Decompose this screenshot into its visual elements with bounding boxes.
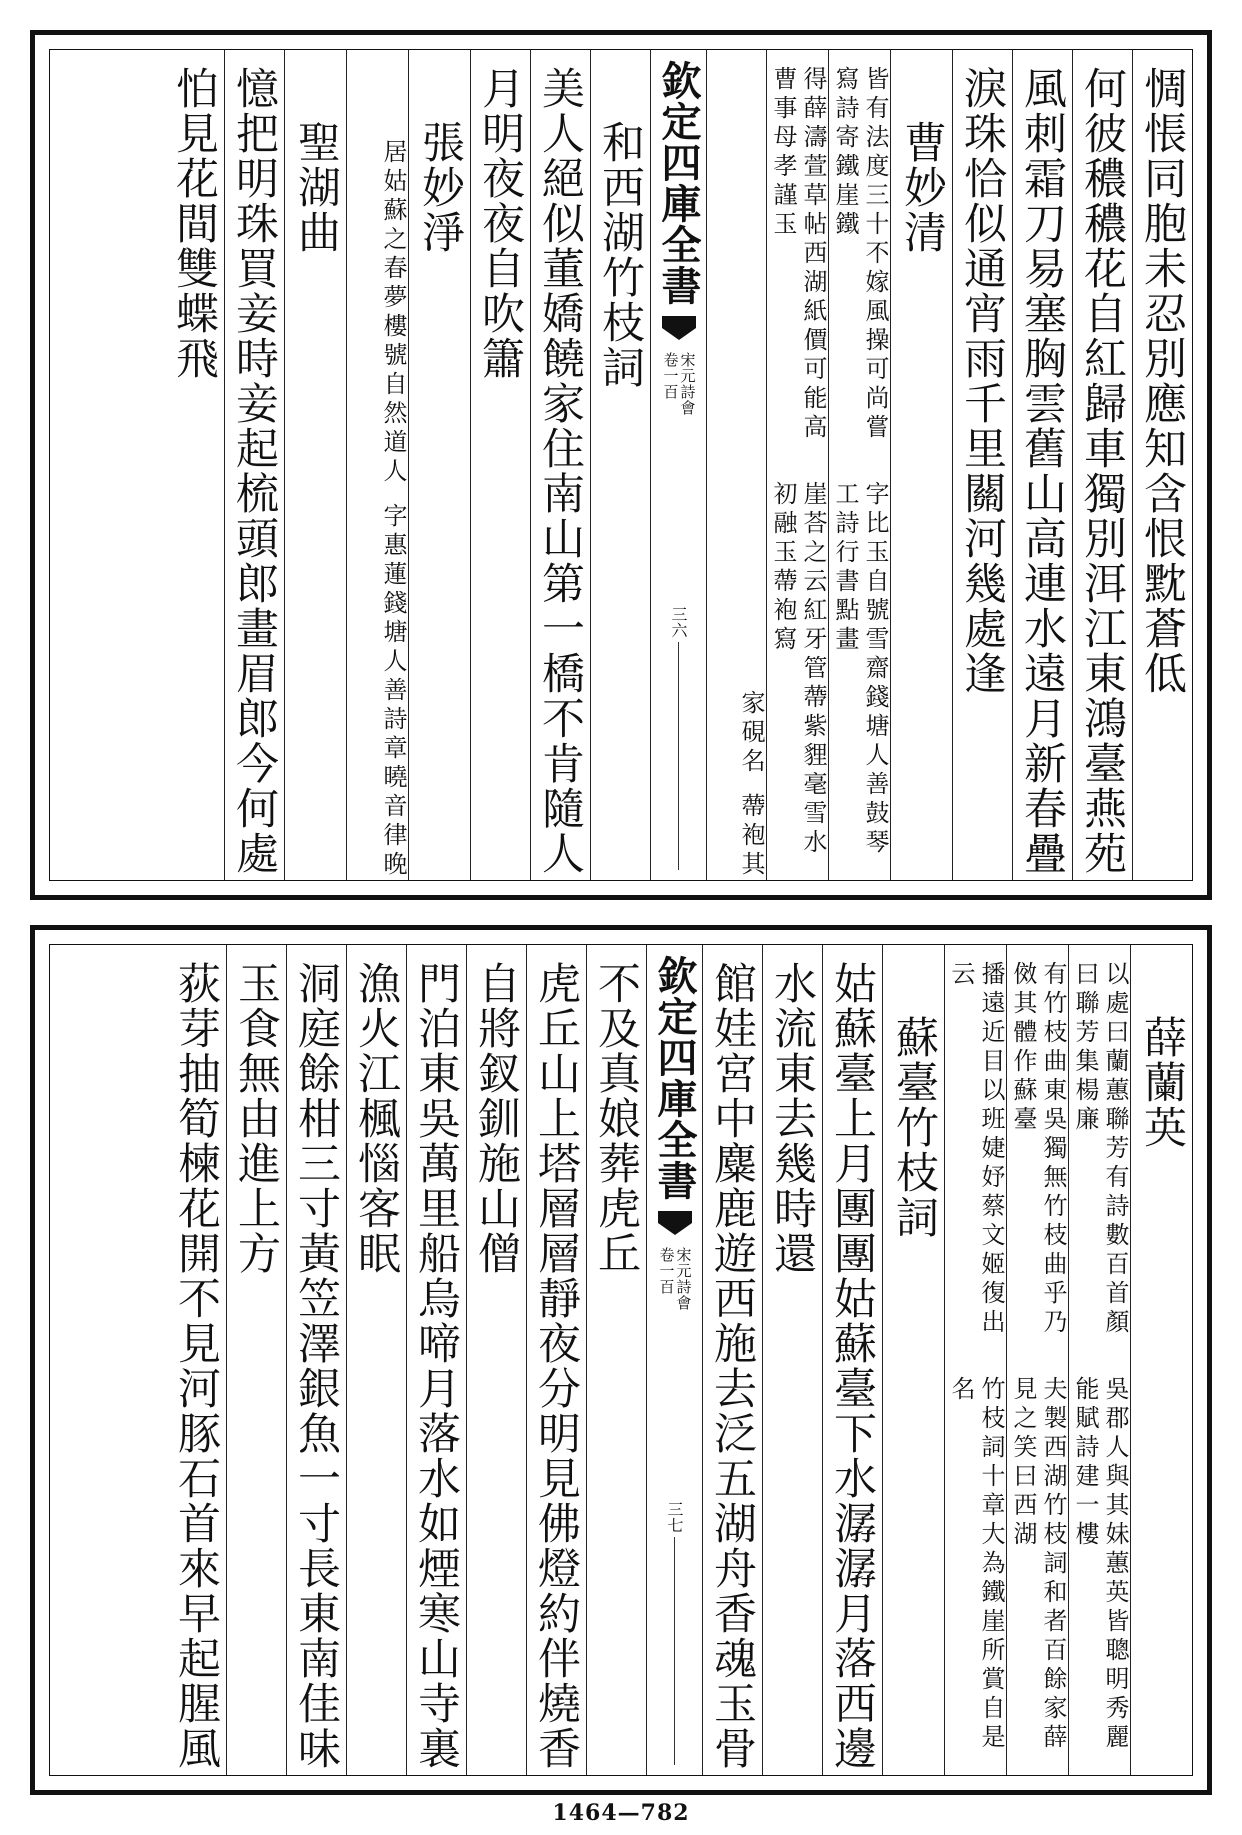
page-footer-number: 1464—782 bbox=[552, 1800, 690, 1826]
text-column: 風刺霜刀易塞胸雲舊山高連水遠月新春疊 bbox=[1012, 50, 1072, 880]
collection-title: 宋元詩會 bbox=[678, 352, 697, 416]
fish-tail-mark-icon bbox=[658, 1211, 692, 1241]
annotation-column bbox=[706, 50, 766, 880]
text-column: 漁火江楓惱客眠 bbox=[346, 945, 406, 1775]
text-column: 玉食無由進上方 bbox=[226, 945, 286, 1775]
text-column: 怕見花間雙蝶飛 bbox=[169, 66, 219, 381]
page-bottom-frame bbox=[49, 944, 1193, 1776]
text-column: 憶把明珠買妾時妾起梳頭郎畫眉郎今何處 bbox=[224, 50, 284, 880]
center-rule bbox=[674, 1537, 675, 1765]
volume-number: 卷一百 bbox=[657, 1247, 676, 1295]
annotation-column bbox=[944, 945, 1006, 1775]
text-column: 館娃宮中麋鹿遊西施去泛五湖舟香魂玉骨 bbox=[702, 945, 762, 1775]
author-name: 張妙淨 bbox=[408, 50, 470, 880]
annotation-column bbox=[346, 50, 408, 880]
annotation-line: 播遠近目以班婕妤蔡文姬復出云 bbox=[947, 961, 1005, 1338]
annotation-column bbox=[828, 50, 890, 880]
annotation-line: 居姑蘇之春夢樓號自然道人 bbox=[379, 139, 407, 487]
annotation-line: 皆有法度三十不嫁風操可尚嘗寫詩寄鐵崖鐵 bbox=[831, 66, 889, 443]
text-column: 荻芽抽筍楝花開不見河豚石首來早起腥風 bbox=[171, 961, 221, 1771]
library-title: 欽定四庫全書 bbox=[655, 60, 702, 306]
text-column: 洞庭餘柑三寸黃笠澤銀魚一寸長東南佳味 bbox=[286, 945, 346, 1775]
annotation-line: 字比玉自號雪齋錢塘人善鼓琴工詩行書點畫 bbox=[831, 481, 889, 858]
poem-title: 聖湖曲 bbox=[284, 50, 346, 880]
text-column: 淚珠恰似通宵雨千里關河幾處逢 bbox=[952, 50, 1012, 880]
annotation-line: 吳郡人與其妹蕙英皆聰明秀麗能賦詩建一樓 bbox=[1071, 1376, 1129, 1753]
text-column: 惆悵同胞未忍別應知含恨黕蒼低 bbox=[1132, 50, 1192, 880]
fish-tail-mark-icon bbox=[662, 316, 696, 346]
center-meta bbox=[658, 1247, 692, 1311]
annotation-line: 有竹枝曲東吳獨無竹枝曲乎乃傚其體作蘇臺 bbox=[1009, 961, 1067, 1338]
text-column: 自將釵釧施山僧 bbox=[466, 945, 526, 1775]
text-column: 門泊東吳萬里船烏啼月落水如煙寒山寺裏 bbox=[406, 945, 466, 1775]
annotation-line: 崖荅之云紅牙管蔕紫貍毫雪水初融玉蔕袍寫 bbox=[769, 481, 827, 858]
annotation-line: 字惠蓮錢塘人善詩章曉音律晚 bbox=[379, 503, 407, 880]
center-margin bbox=[646, 945, 702, 1775]
page-top-frame bbox=[49, 49, 1193, 881]
author-name: 曹妙清 bbox=[890, 50, 952, 880]
annotation-line: 以處曰蘭蕙聯芳有詩數百首顏曰聯芳集楊廉 bbox=[1071, 961, 1129, 1338]
library-title: 欽定四庫全書 bbox=[651, 955, 698, 1201]
folio-number: 三六 bbox=[669, 606, 688, 638]
volume-number: 卷一百 bbox=[661, 352, 680, 400]
text-column: 不及真娘葬虎丘 bbox=[586, 945, 646, 1775]
folio-number: 三七 bbox=[665, 1501, 684, 1533]
annotation-line: 家硯名 bbox=[737, 690, 765, 777]
text-column: 水流東去幾時還 bbox=[762, 945, 822, 1775]
poem-title: 和西湖竹枝詞 bbox=[590, 50, 650, 880]
text-column: 美人絕似董嬌饒家住南山第一橋不肯隨人 bbox=[530, 50, 590, 880]
annotation-line: 得薛濤萱草帖西湖紙價可能高曹事母孝謹玉 bbox=[769, 66, 827, 443]
text-column: 虎丘山上塔層層靜夜分明見佛燈約伴燒香 bbox=[526, 945, 586, 1775]
annotation-column bbox=[766, 50, 828, 880]
center-margin bbox=[650, 50, 706, 880]
text-column: 月明夜夜自吹簫 bbox=[470, 50, 530, 880]
collection-title: 宋元詩會 bbox=[674, 1247, 693, 1311]
center-meta bbox=[662, 352, 696, 416]
annotation-line: 夫製西湖竹枝詞和者百餘家薛見之笑曰西湖 bbox=[1009, 1376, 1067, 1753]
annotation-line: 竹枝詞十章大為鐵崖所賞自是名 bbox=[947, 1376, 1005, 1753]
page-top bbox=[30, 30, 1212, 900]
author-name: 薛蘭英 bbox=[1130, 945, 1192, 1775]
poem-title: 蘇臺竹枝詞 bbox=[882, 945, 944, 1775]
center-rule bbox=[678, 642, 679, 870]
annotation-line: 蔕袍其 bbox=[737, 793, 765, 880]
page-bottom bbox=[30, 925, 1212, 1795]
text-column: 何彼穠穠花自紅歸車獨別洱江東鴻臺燕苑 bbox=[1072, 50, 1132, 880]
text-column: 姑蘇臺上月團團姑蘇臺下水潺潺月落西邊 bbox=[822, 945, 882, 1775]
annotation-column bbox=[1068, 945, 1130, 1775]
annotation-column bbox=[1006, 945, 1068, 1775]
